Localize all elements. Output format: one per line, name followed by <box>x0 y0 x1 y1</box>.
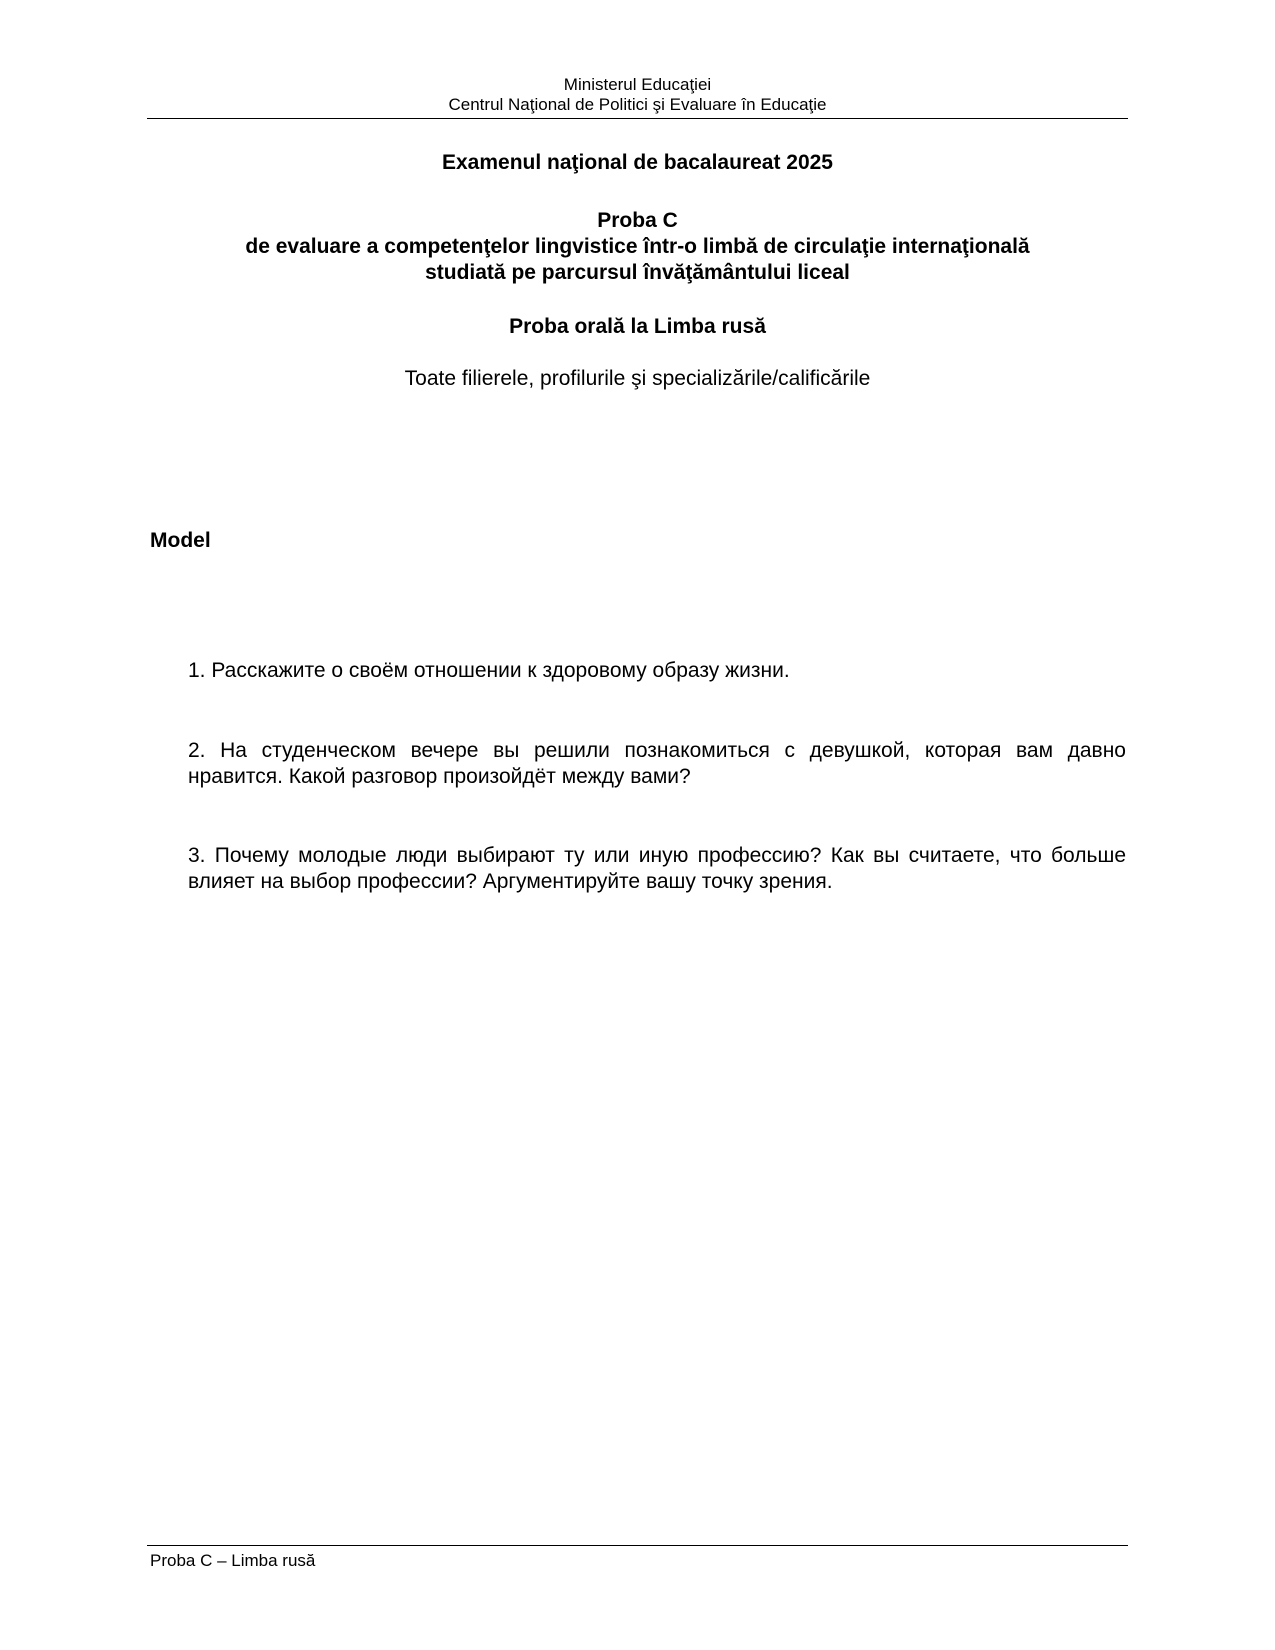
header-divider <box>147 118 1128 119</box>
proba-subtitle-line1: de evaluare a competenţelor lingvistice într-o limbă de circulaţie internaţională <box>245 235 1030 258</box>
filiere-line: Toate filierele, profilurile şi specializările/calificările <box>404 367 871 390</box>
oral-exam-title: Proba orală la Limba rusă <box>509 315 766 338</box>
page-header <box>147 75 1128 115</box>
task-item: 2. На студенческом вечере вы решили познакомиться с девушкой, которая вам давно нравится. Какой разговор произойдёт между вами? <box>188 739 1126 788</box>
footer-divider <box>147 1545 1128 1546</box>
task-item: 1. Расскажите о своём отношении к здоровому образу жизни. <box>188 659 790 682</box>
proba-title: Proba C <box>597 209 678 232</box>
model-label: Model <box>150 529 211 552</box>
proba-subtitle-line2: studiată pe parcursul învăţământului liceal <box>425 261 850 284</box>
proba-block <box>147 208 1128 286</box>
header-ministry: Ministerul Educaţiei <box>563 75 712 94</box>
exam-title: Examenul naţional de bacalaureat 2025 <box>441 151 833 174</box>
task-item: 3. Почему молодые люди выбирают ту или иную профессию? Как вы считаете, что больше влияет на выбор профессии? Аргументируйте вашу точку зрения. <box>188 844 1126 893</box>
header-center: Centrul Naţional de Politici şi Evaluare în Educaţie <box>448 95 827 114</box>
page-footer: Proba C – Limba rusă <box>150 1551 316 1570</box>
